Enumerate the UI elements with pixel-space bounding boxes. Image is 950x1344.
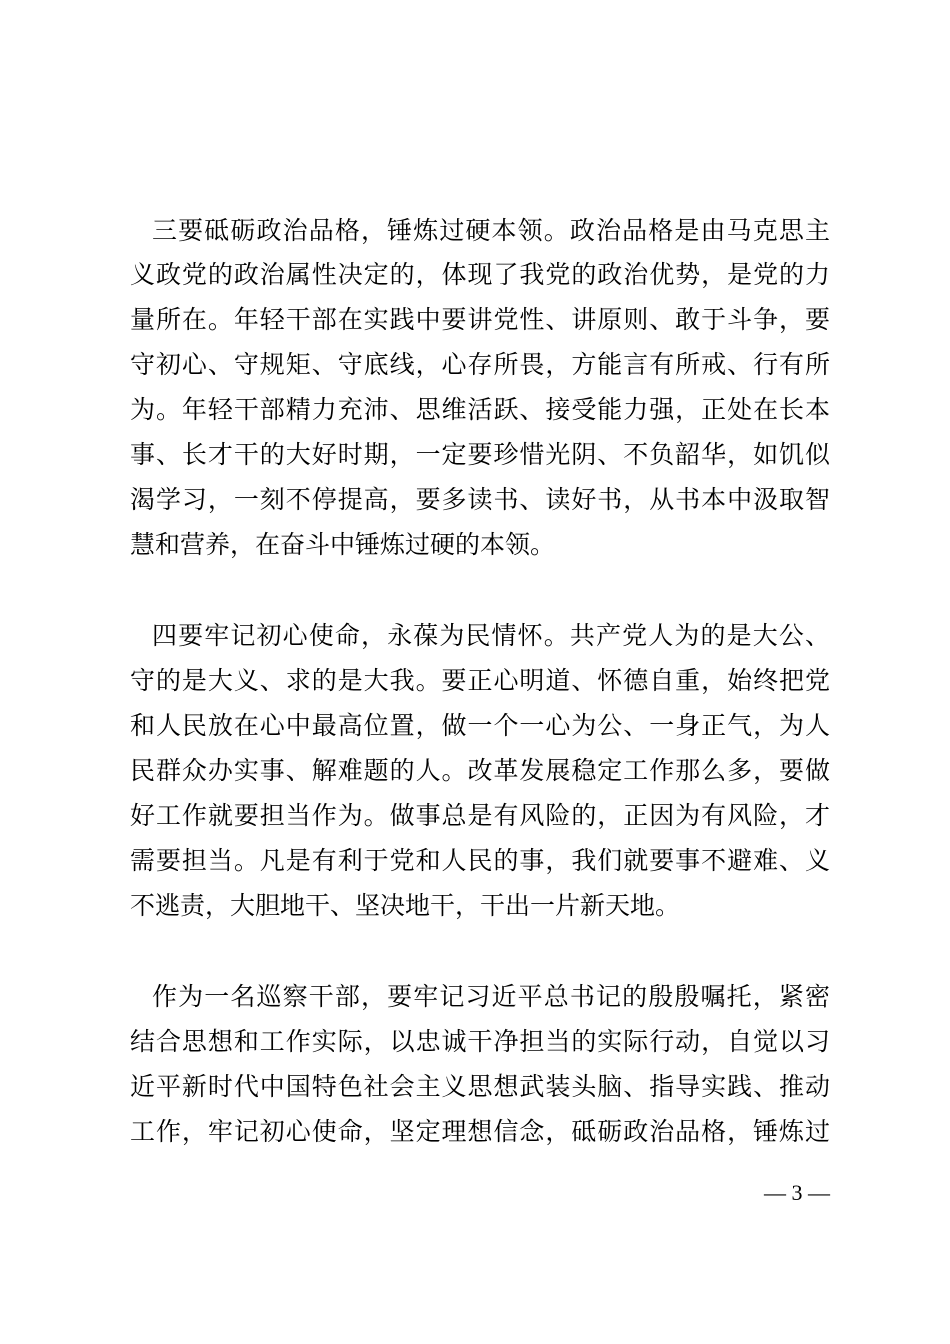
paragraph-line: 慧和营养，在奋斗中锤炼过硬的本领。 (130, 530, 556, 559)
paragraph-line: 事、长才干的大好时期，一定要珍惜光阴、不负韶华，如饥似 (130, 440, 830, 469)
paragraph-line: 量所在。年轻干部在实践中要讲党性、讲原则、敢于斗争，要 (130, 305, 830, 334)
page-number: — 3 — (764, 1180, 830, 1205)
paragraph-line: 和人民放在心中最高位置，做一个一心为公、一身正气，为人 (130, 711, 830, 740)
paragraph-line: 四要牢记初心使命，永葆为民情怀。共产党人为的是大公、 (152, 621, 830, 650)
paragraph-line: 不逃责，大胆地干、坚决地干，干出一片新天地。 (130, 891, 681, 920)
paragraph-line: 作为一名巡察干部，要牢记习近平总书记的殷殷嘱托，紧密 (152, 982, 830, 1011)
paragraph-line: 守初心、守规矩、守底线，心存所畏，方能言有所戒、行有所 (130, 350, 830, 379)
paragraph-line: 好工作就要担当作为。做事总是有风险的，正因为有风险，才 (130, 801, 830, 830)
paragraph-line: 结合思想和工作实际，以忠诚干净担当的实际行动，自觉以习 (130, 1027, 830, 1056)
paragraph-line: 为。年轻干部精力充沛、思维活跃、接受能力强，正处在长本 (130, 395, 830, 424)
paragraph-line: 近平新时代中国特色社会主义思想武装头脑、指导实践、推动 (130, 1072, 830, 1101)
paragraph-line: 民群众办实事、解难题的人。改革发展稳定工作那么多，要做 (130, 756, 830, 785)
paragraph-line: 义政党的政治属性决定的，体现了我党的政治优势，是党的力 (130, 260, 830, 289)
paragraph-line: 工作，牢记初心使命，坚定理想信念，砥砺政治品格，锤炼过 (130, 1117, 830, 1146)
paragraph-line: 守的是大义、求的是大我。要正心明道、怀德自重，始终把党 (130, 666, 830, 695)
paragraph-line: 三要砥砺政治品格，锤炼过硬本领。政治品格是由马克思主 (152, 216, 830, 245)
paragraph-line: 渴学习，一刻不停提高，要多读书、读好书，从书本中汲取智 (130, 485, 830, 514)
paragraph-line: 需要担当。凡是有利于党和人民的事，我们就要事不避难、义 (130, 846, 830, 875)
